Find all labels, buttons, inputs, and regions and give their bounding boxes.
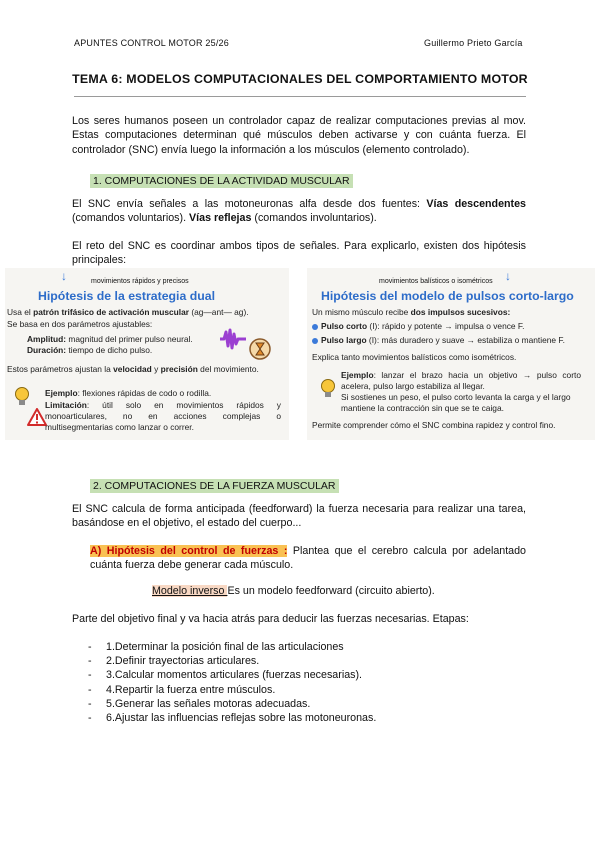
text-run: Un mismo músculo recibe	[312, 307, 411, 317]
step-text: 2.Definir trayectorias articulares.	[106, 655, 260, 668]
lightbulb-icon	[319, 378, 337, 400]
text-run-bold: dos impulsos sucesivos:	[410, 307, 511, 317]
text-run: (I): más duradero y suave → estabiliza o mantiene F.	[366, 335, 565, 345]
panel-left-line-1	[7, 307, 287, 318]
section-1-heading	[90, 171, 353, 189]
list-item: - 2.Definir trayectorias articulares.	[88, 655, 260, 668]
panel-right-example	[341, 370, 581, 392]
warning-icon	[27, 408, 47, 426]
hypothesis-a	[90, 544, 526, 573]
text-run: del movimiento.	[197, 364, 259, 374]
text-run: Estos parámetros ajustan la	[7, 364, 114, 374]
panel-left-line-3	[7, 364, 281, 375]
section-2-paragraph-2: Parte del objetivo final y va hacia atrás para deducir las fuerzas necesarias. Etapas:	[72, 613, 469, 625]
panel-right-line-1	[312, 307, 592, 318]
text-run-bold: Pulso largo	[321, 335, 367, 345]
text-run: : útil solo en movimientos rápidos y monoarticulares, no en acciones complejas o multisegmentarias como lanzar o correr.	[45, 400, 281, 432]
down-arrow-icon: ↓	[61, 269, 67, 283]
list-item: - 1.Determinar la posición final de las articulaciones	[88, 641, 344, 653]
text-run-bold: Vías descendentes	[426, 198, 526, 210]
text-run: (ag—ant— ag).	[189, 307, 249, 317]
text-run-bold: precisión	[160, 364, 198, 374]
panel-right-line-3: Permite comprender cómo el SNC combina rapidez y control fino.	[312, 420, 556, 430]
text-run-bold: Limitación	[45, 400, 87, 410]
panel-dual-strategy	[5, 268, 289, 440]
text-run-bold: velocidad	[113, 364, 152, 374]
inverse-model-text: Es un modelo feedforward (circuito abierto).	[227, 585, 435, 597]
title-divider	[74, 96, 526, 97]
inverse-model-label: Modelo inverso	[152, 585, 228, 597]
text-run: El SNC envía señales a las motoneuronas alfa desde dos fuentes:	[72, 198, 427, 210]
list-item: - 5.Generar las señales motoras adecuadas.	[88, 697, 311, 710]
text-run: tiempo de dicho pulso.	[66, 345, 153, 355]
text-run-bold: Ejemplo	[45, 388, 78, 398]
step-text: 4.Repartir la fuerza entre músculos.	[106, 683, 276, 696]
panel-left-limitation	[45, 400, 281, 433]
hypothesis-a-label: A) Hipótesis del control de fuerzas :	[90, 545, 288, 557]
panel-right-long-pulse	[312, 335, 595, 346]
section-1-label: 1. COMPUTACIONES DE LA ACTIVIDAD MUSCULAR	[90, 174, 353, 188]
panel-right-tag: movimientos balísticos o isométricos	[379, 278, 493, 285]
text-run: (I): rápido y potente → impulsa o vence F.	[367, 321, 525, 331]
inverse-model-line	[152, 585, 435, 597]
panel-left-line-2: Se basa en dos parámetros ajustables:	[7, 319, 153, 329]
intro-paragraph: Los seres humanos poseen un controlador capaz de realizar computaciones previas al mov. Estas computaciones determinan qué músculos deben activarse y con cuánta fuerza. El controlador (SNC) envía luego la información a los músculos (elemento controlado).	[72, 115, 526, 156]
text-run-bold: Pulso corto	[321, 321, 368, 331]
text-run: (comandos involuntarios).	[251, 212, 377, 225]
steps-list	[88, 640, 376, 725]
panel-left-tag: movimientos rápidos y precisos	[91, 278, 189, 285]
panel-right-line-2: Explica tanto movimientos balísticos como isométricos.	[312, 352, 517, 362]
step-text: 5.Generar las señales motoras adecuadas.	[106, 697, 311, 710]
section-1-paragraph-1	[72, 197, 526, 226]
text-run: : flexiones rápidas de codo o rodilla.	[77, 388, 212, 398]
bullet-icon	[312, 338, 318, 344]
step-text: 1.Determinar la posición final de las articulaciones	[106, 641, 344, 653]
page-title: TEMA 6: MODELOS COMPUTACIONALES DEL COMPORTAMIENTO MOTOR	[72, 72, 528, 86]
panel-left-example	[45, 388, 285, 399]
hourglass-icon	[248, 337, 272, 361]
hypothesis-a-text: Plantea que el cerebro calcula por adelantado cuánta fuerza debe generar cada músculo.	[90, 545, 527, 572]
text-run-bold: Ejemplo	[341, 370, 374, 380]
bullet-icon	[312, 324, 318, 330]
panel-right-example-2: Si sostienes un peso, el pulso corto levanta la carga y el largo mantiene la contracción sin que se te caiga.	[341, 392, 571, 413]
text-run: magnitud del primer pulso neural.	[66, 334, 193, 344]
text-run: y	[151, 364, 161, 374]
pulse-wave-icon	[218, 328, 248, 350]
list-item: - 3.Calcular momentos articulares (fuerzas necesarias).	[88, 669, 363, 682]
list-item: - 6.Ajustar las influencias reflejas sobre las motoneuronas.	[88, 712, 377, 725]
panel-right-title: Hipótesis del modelo de pulsos corto-largo	[321, 289, 574, 303]
section-2-paragraph-1: El SNC calcula de forma anticipada (feedforward) la fuerza necesaria para realizar una tarea, basándose en el objetivo, el estado del cuerpo...	[72, 503, 526, 530]
panel-left-title: Hipótesis de la estrategia dual	[38, 289, 215, 303]
section-1-paragraph-2: El reto del SNC es coordinar ambos tipos de señales. Para explicarlo, existen dos hipótesis principales:	[72, 240, 526, 267]
lightbulb-icon	[13, 386, 31, 408]
header-left: APUNTES CONTROL MOTOR 25/26	[74, 38, 229, 48]
panel-short-long-pulse	[307, 268, 595, 440]
list-item: - 4.Repartir la fuerza entre músculos.	[88, 683, 276, 696]
step-text: 3.Calcular momentos articulares (fuerzas necesarias).	[106, 669, 363, 682]
panel-left-amplitude	[27, 334, 232, 345]
text-run: Usa el	[7, 307, 34, 317]
text-run-bold: Vías reflejas	[189, 212, 252, 225]
section-2-label: 2. COMPUTACIONES DE LA FUERZA MUSCULAR	[90, 479, 339, 493]
text-run: : lanzar el brazo hacia un objetivo → pulso corto acelera, pulso largo estabiliza al llegar.	[341, 370, 581, 391]
text-run-bold: Duración:	[27, 345, 67, 355]
step-text: 6.Ajustar las influencias reflejas sobre las motoneuronas.	[106, 712, 377, 725]
text-run-bold: patrón trifásico de activación muscular	[33, 307, 189, 317]
header-right: Guillermo Prieto García	[424, 38, 523, 48]
text-run-bold: Amplitud:	[27, 334, 67, 344]
text-run: (comandos voluntarios).	[72, 212, 190, 225]
panel-left-duration	[27, 345, 232, 356]
down-arrow-icon: ↓	[505, 269, 511, 283]
panel-right-short-pulse	[312, 321, 595, 332]
section-2-heading	[90, 476, 339, 494]
